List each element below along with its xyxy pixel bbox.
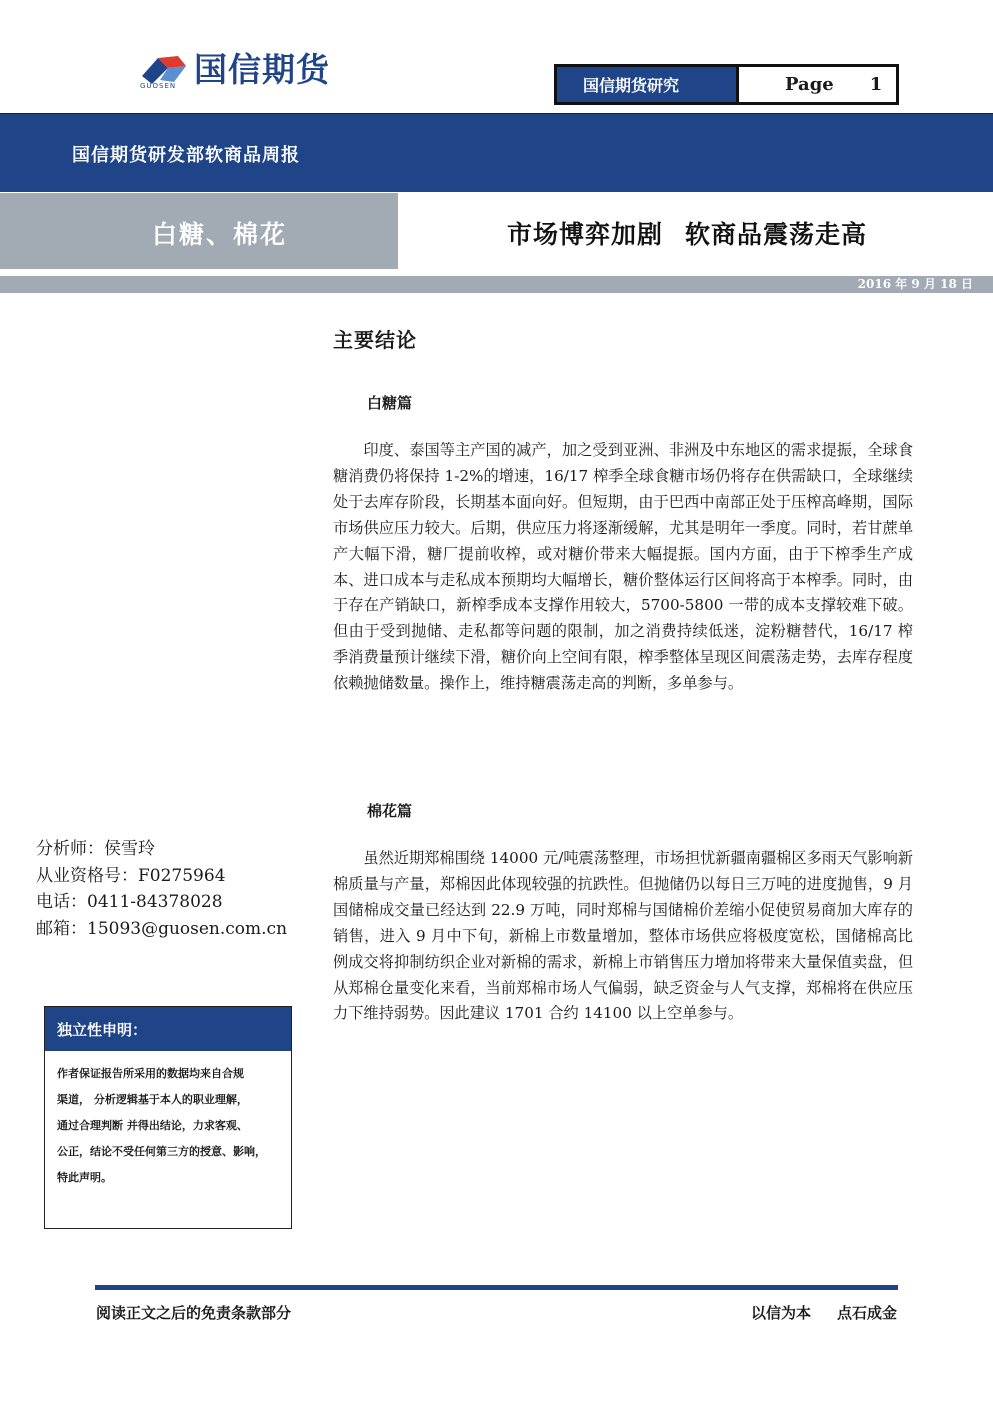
headline-part2: 软商品震荡走高 [685,220,868,249]
statement-title: 独立性申明： [45,1007,291,1051]
section-title: 主要结论 [333,328,417,352]
report-title: 国信期货研发部软商品周报 [72,145,300,166]
footer-motto [751,1302,897,1323]
analyst-info [36,836,287,942]
independence-statement [44,1006,292,1229]
analyst-email[interactable]: 邮箱：15093@guosen.com.cn [36,918,288,939]
page-number: 1 [869,74,883,95]
page-indicator [739,67,896,102]
footer-disclaimer-link[interactable]: 阅读正文之后的免责条款部分 [96,1304,292,1322]
cotton-section-title: 棉花篇 [367,802,413,820]
analyst-phone: 电话：0411-84378028 [36,892,223,912]
motto-part2: 点石成金 [836,1304,897,1322]
analyst-cert: 从业资格号：F0275964 [36,865,226,886]
footer-divider [95,1285,898,1290]
headline-part1: 市场博弈加剧 [507,220,664,249]
sugar-paragraph: 印度、泰国等主产国的减产，加之受到亚洲、非洲及中东地区的需求提振，全球食糖消费仍将保持 1-2%的增速，16/17 榨季全球食糖市场仍将存在供需缺口，全球继续处于去库存阶段，长期基本面向好。但短期，由于巴西中南部正处于压榨高峰期，国际市场供应压力较大。后期，供应压力将逐渐缓解，尤其是明年一季度。同时，若甘蔗单产大幅下滑，糖厂提前收榨，或对糖价带来大幅提振。国内方面，由于下榨季生产成本、进口成本与走私成本预期均大幅增长，糖价整体运行区间将高于本榨季。同时，由于存在产销缺口，新榨季成本支撑作用较大，5700-5800 一带的成本支撑较难下破。但由于受到抛储、走私都等问题的限制，加之消费持续低迷，淀粉糖替代，16/17 榨季消费量预计继续下滑，糖价向上空间有限，榨季整体呈现区间震荡走势，去库存程度依赖抛储数量。操作上，维持糖震荡走高的判断，多单参与。 [333,441,913,693]
subject-title: 白糖、棉花 [152,220,288,249]
research-label: 国信期货研究 [557,67,739,102]
cotton-paragraph: 虽然近期郑棉围绕 14000 元/吨震荡整理，市场担忧新疆南疆棉区多雨天气影响新棉质量与产量，郑棉因此体现较强的抗跌性。但抛储仍以每日三万吨的进度抛售，9 月国储棉成交量已经达到 22.9 万吨，同时郑棉与国储棉价差缩小促使贸易商加大库存的销售，进入 9 月中下旬，新棉上市数量增加，整体市场供应将极度宽松，国储棉高比例成交将抑制纺织企业对新棉的需求，新棉上市销售压力增加将带来大量保值卖盘，但从郑棉仓量变化来看，当前郑棉市场人气偏弱，缺乏资金与人气支撑，郑棉将在供应压力下维持弱势。因此建议 1701 合约 14100 以上空单参与。 [333,849,913,1023]
motto-part1: 以信为本 [750,1304,811,1322]
statement-line: 作者保证报告所采用的数据均来自合规 [57,1067,244,1080]
statement-body [45,1051,291,1191]
logo-subtext: GUOSEN [140,82,177,90]
page-label: Page [785,74,834,95]
company-logo [138,48,378,96]
headline [507,215,867,251]
statement-line: 渠道， 分析逻辑基于本人的职业理解， [57,1093,248,1106]
report-date: 2016 年 9 月 18 日 [857,277,973,291]
logo-text: 国信期货 [194,50,330,89]
analyst-name: 分析师：侯雪玲 [36,839,155,859]
statement-line: 通过合理判断 并得出结论，力求客观、 [57,1119,248,1132]
sugar-section-title: 白糖篇 [367,394,413,412]
statement-line: 公正，结论不受任何第三方的授意、影响， [57,1145,266,1158]
research-header-box [554,64,899,105]
statement-line: 特此声明。 [57,1171,112,1184]
date-bar [0,276,993,293]
